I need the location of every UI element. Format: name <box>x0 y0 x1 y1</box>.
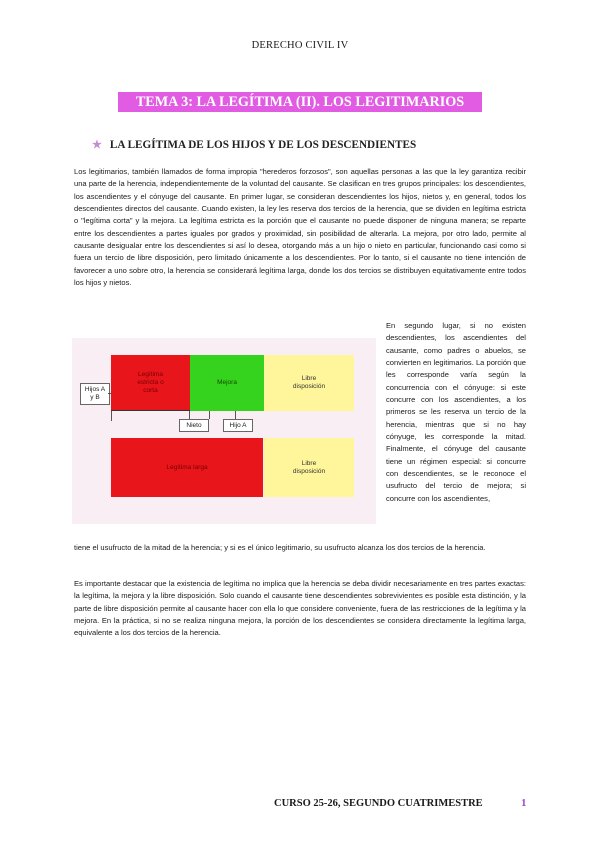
bracket-line <box>209 411 210 419</box>
star-bullet-icon: ★ <box>92 139 102 151</box>
legitima-diagram <box>72 338 376 524</box>
bracket-line <box>111 411 112 421</box>
label-hijos: Hijos A y B <box>80 383 110 405</box>
paragraph-conyuge-continuation: tiene el usufructo de la mitad de la herencia; y si es el único legitimario, su usufructo alcanza los dos tercios de la herencia. <box>74 543 486 552</box>
block-legitima-larga: Legítima larga <box>111 438 263 497</box>
block-libre-disposicion-bottom: Libre disposición <box>264 438 354 497</box>
block-legitima-estricta: Legítima estricta o corta <box>111 355 190 411</box>
paragraph-ascendientes-conyuge: En segundo lugar, si no existen descendientes, los ascendientes del causante, como padres o abuelos, se convierten en legitimarios. La porción que les corresponde varía según la concurrencia con el cónyuge: si este concurre con los ascendientes, a los primeros se les reserva un tercio de la herencia, mientras que si no hay cónyuge, les corresponde la mitad. Finalmente, el cónyuge del causante tiene un régimen especial: si concurre con descendientes, se le reconoce el usufructo del tercio de mejora; si concurre con los ascendientes, <box>386 321 526 503</box>
block-mejora: Mejora <box>190 355 264 411</box>
paragraph-division-herencia: Es importante destacar que la existencia de legítima no implica que la herencia se deba dividir necesariamente en tres partes exactas: la legítima, la mejora y la libre disposición. Solo cuando el causante tiene descendientes sobrevivientes es posible esta distinción, y la parte de libre disposición permite al causante hacer con ella lo que considere conveniente, fuera de las restricciones de la legítima y la mejora. En la práctica, si no se realiza ninguna mejora, la porción de los descendientes se considera directamente la legítima larga, equivalente a los dos tercios de la herencia. <box>74 579 526 638</box>
label-nieto: Nieto <box>179 419 209 432</box>
running-header: DERECHO CIVIL IV <box>251 40 349 51</box>
running-footer: CURSO 25-26, SEGUNDO CUATRIMESTRE <box>274 798 483 809</box>
arrow-line <box>108 393 112 394</box>
section-heading-text: LA LEGÍTIMA DE LOS HIJOS Y DE LOS DESCENDIENTES <box>109 139 417 151</box>
section-heading <box>92 138 416 151</box>
block-libre-disposicion-top: Libre disposición <box>264 355 354 411</box>
label-hijo-a: Hijo A <box>223 419 253 432</box>
chapter-title: TEMA 3: LA LEGÍTIMA (II). LOS LEGITIMARIOS <box>118 92 482 112</box>
paragraph-descendientes: Los legitimarios, también llamados de forma impropia "herederos forzosos", son aquellas personas a las que la ley garantiza recibir una parte de la herencia, independientemente de la voluntad del causante. Se clasifican en tres grupos principales: los descendientes, los ascendientes y el cónyuge del causante. En primer lugar, se consideran descendientes los hijos, nietos y, en general, todos los descendientes directos del causante. Cuando existen, la ley les reserva dos tercios de la herencia, que se dividen en legítima estricta o "legítima corta" y la mejora. La legítima estricta es la porción que el causante no puede disponer de ninguna manera; se reparte entre los descendientes a partes iguales por grados y proximidad, sin posibilidad de alterarla. La mejora, por otro lado, permite al causante desigualar entre los descendientes si así lo desea, otorgando más a un hijo o nieto en particular, funcionando casi como si fuera un tercio de libre disposición, pero limitado únicamente a los descendientes. Por lo tanto, si el causante no tiene intención de favorecer a uno sobre otro, la herencia se considerará legítima larga, donde los dos tercios se distribuyen equitativamente entre todos los hijos y nietos. <box>74 167 526 288</box>
page-number: 1 <box>521 797 527 809</box>
bracket-line <box>235 411 236 419</box>
bracket-line <box>111 410 190 411</box>
